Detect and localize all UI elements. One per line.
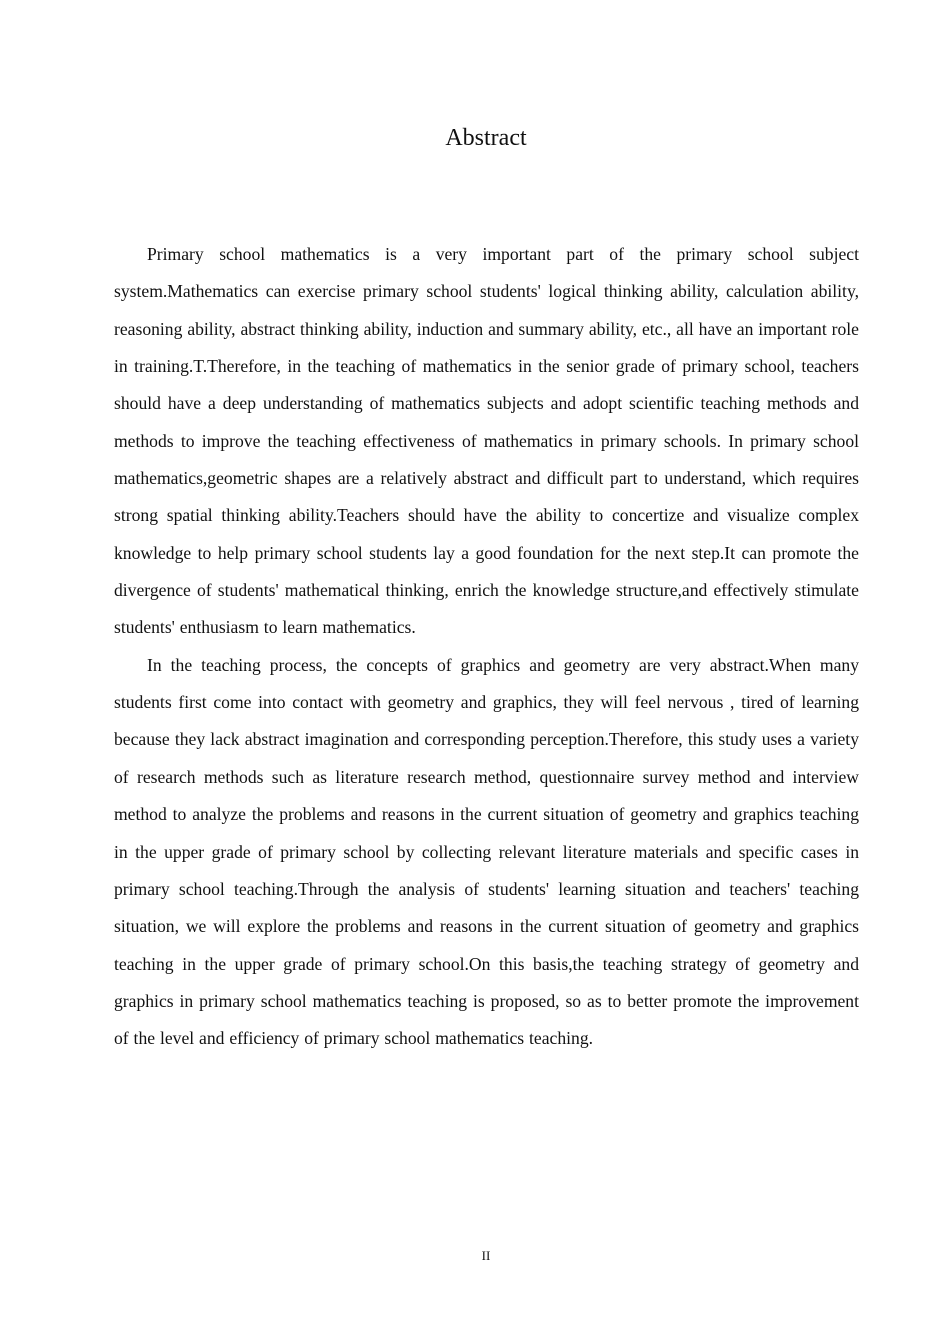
page-title: Abstract	[445, 125, 527, 151]
abstract-paragraph-2: In the teaching process, the concepts of graphics and geometry are very abstract.When many students first come into contact with geometry and graphics, they will feel nervous , tired of learning because they lack abstract imagination and corresponding perception.Therefore, this study uses a variety of research methods such as literature research method, questionnaire survey method and interview method to analyze the problems and reasons in the current situation of geometry and graphics teaching in the upper grade of primary school by collecting relevant literature materials and specific cases in primary school teaching.Through the analysis of students' learning situation and teachers' teaching situation, we will explore the problems and reasons in the current situation of geometry and graphics teaching in the upper grade of primary school.On this basis,the teaching strategy of geometry and graphics in primary school mathematics teaching is proposed, so as to better promote the improvement of the level and efficiency of primary school mathematics teaching.	[114, 654, 859, 1049]
abstract-body	[114, 236, 859, 1058]
page-number: II	[481, 1248, 491, 1263]
abstract-paragraph-1: Primary school mathematics is a very important part of the primary school subject system.Mathematics can exercise primary school students' logical thinking ability, calculation ability, reasoning ability, abstract thinking ability, induction and summary ability, etc., all have an important role in training.T.Therefore, in the teaching of mathematics in the senior grade of primary school, teachers should have a deep understanding of mathematics subjects and adopt scientific teaching methods and methods to improve the teaching effectiveness of mathematics in primary schools. In primary school mathematics,geometric shapes are a relatively abstract and difficult part to understand, which requires strong spatial thinking ability.Teachers should have the ability to concertize and visualize complex knowledge to help primary school students lay a good foundation for the next step.It can promote the divergence of students' mathematical thinking, enrich the knowledge structure,and effectively stimulate students' enthusiasm to learn mathematics.	[114, 244, 859, 638]
